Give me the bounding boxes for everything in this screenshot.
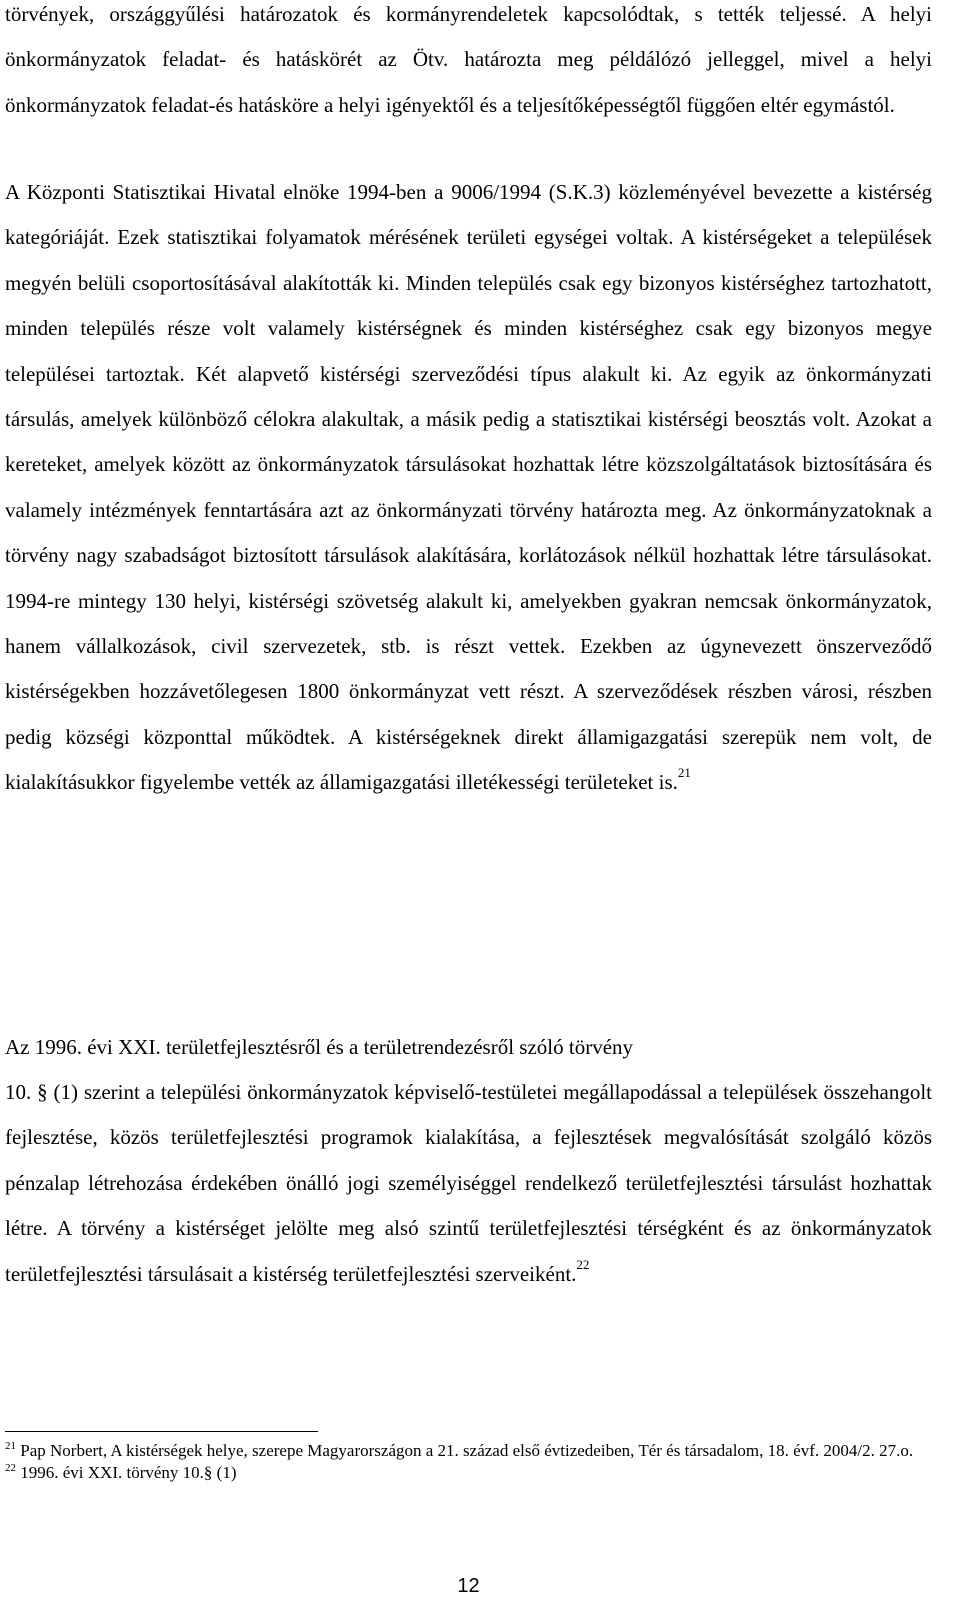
body-paragraph-2: [5, 170, 932, 806]
paragraph-text: A Központi Statisztikai Hivatal elnöke 1994-ben a 9006/1994 (S.K.3) közleményével bevezette a kistérség kategóriáját. Ezek statisztikai folyamatok mérésének területi egységei voltak. A kistérségeket a települések megyén belüli csoportosításával alakították ki. Minden település csak egy bizonyos kistérséghez tartozhatott, minden település része volt valamely kistérségnek és minden kistérséghez csak egy bizonyos megye települései tartoztak. Két alapvető kistérségi szerveződési típus alakult ki. Az egyik az önkormányzati társulás, amelyek különböző célokra alakultak, a másik pedig a statisztikai kistérségi beosztás volt. Azokat a kereteket, amelyek között az önkormányzatok társulásokat hozhattak létre közszolgáltatások biztosítására és valamely intézmények fenntartására azt az önkormányzati törvény határozta meg. Az önkormányzatoknak a törvény nagy szabadságot biztosított társulások alakítására, korlátozások nélkül hozhattak létre társulásokat. 1994-re mintegy 130 helyi, kistérségi szövetség alakult ki, amelyekben gyakran nemcsak önkormányzatok, hanem vállalkozások, civil szervezetek, stb. is részt vettek. Ezekben az úgynevezett önszerveződő kistérségekben hozzávetőlegesen 1800 önkormányzat vett részt. A szerveződések részben városi, részben pedig községi központtal működtek. A kistérségeknek direkt államigazgatási szerepük nem volt, de kialakításukkor figyelembe vették az államigazgatási illetékességi területeket is.: [5, 180, 932, 795]
footnote-reference-22: 22: [576, 1256, 590, 1272]
footnote-number: 22: [5, 1462, 16, 1474]
footnote-21: [5, 1440, 932, 1462]
page-number: 12: [457, 1575, 480, 1597]
body-paragraph-3: [5, 1070, 932, 1297]
footnote-text: Pap Norbert, A kistérségek helye, szerepe Magyarországon a 21. század első évtizedeiben, Tér és társadalom, 18. évf. 2004/2. 27.o.: [16, 1441, 914, 1460]
footnote-separator: [5, 1431, 318, 1432]
footnote-number: 21: [5, 1440, 16, 1452]
footnote-text: 1996. évi XXI. törvény 10.§ (1): [16, 1463, 237, 1482]
paragraph-text: 10. § (1) szerint a települési önkormányzatok képviselő-testületei megállapodással a települések összehangolt fejlesztése, közös területfejlesztési programok kialakítása, a fejlesztések megvalósítását szolgáló közös pénzalap létrehozása érdekében önálló jogi személyiséggel rendelkező területfejlesztési társulást hozhattak létre. A törvény a kistérséget jelölte meg alsó szintű területfejlesztési térségként és az önkormányzatok területfejlesztési társulásait a kistérség területfejlesztési szerveiként.: [5, 1080, 932, 1286]
body-paragraph-1: [5, 0, 932, 128]
footnotes: [5, 1440, 932, 1484]
section-heading: Az 1996. évi XXI. területfejlesztésről és a területrendezésről szóló törvény: [5, 1035, 634, 1059]
footnote-22: [5, 1462, 932, 1484]
footnote-reference-21: 21: [677, 765, 691, 781]
paragraph-text: törvények, országgyűlési határozatok és kormányrendeletek kapcsolódtak, s tették teljessé. A helyi önkormányzatok feladat- és hatáskörét az Ötv. határozta meg példálózó jelleggel, mivel a helyi önkormányzatok feladat-és hatásköre a helyi igényektől és a teljesítőképességtől függően eltér egymástól.: [5, 2, 932, 117]
